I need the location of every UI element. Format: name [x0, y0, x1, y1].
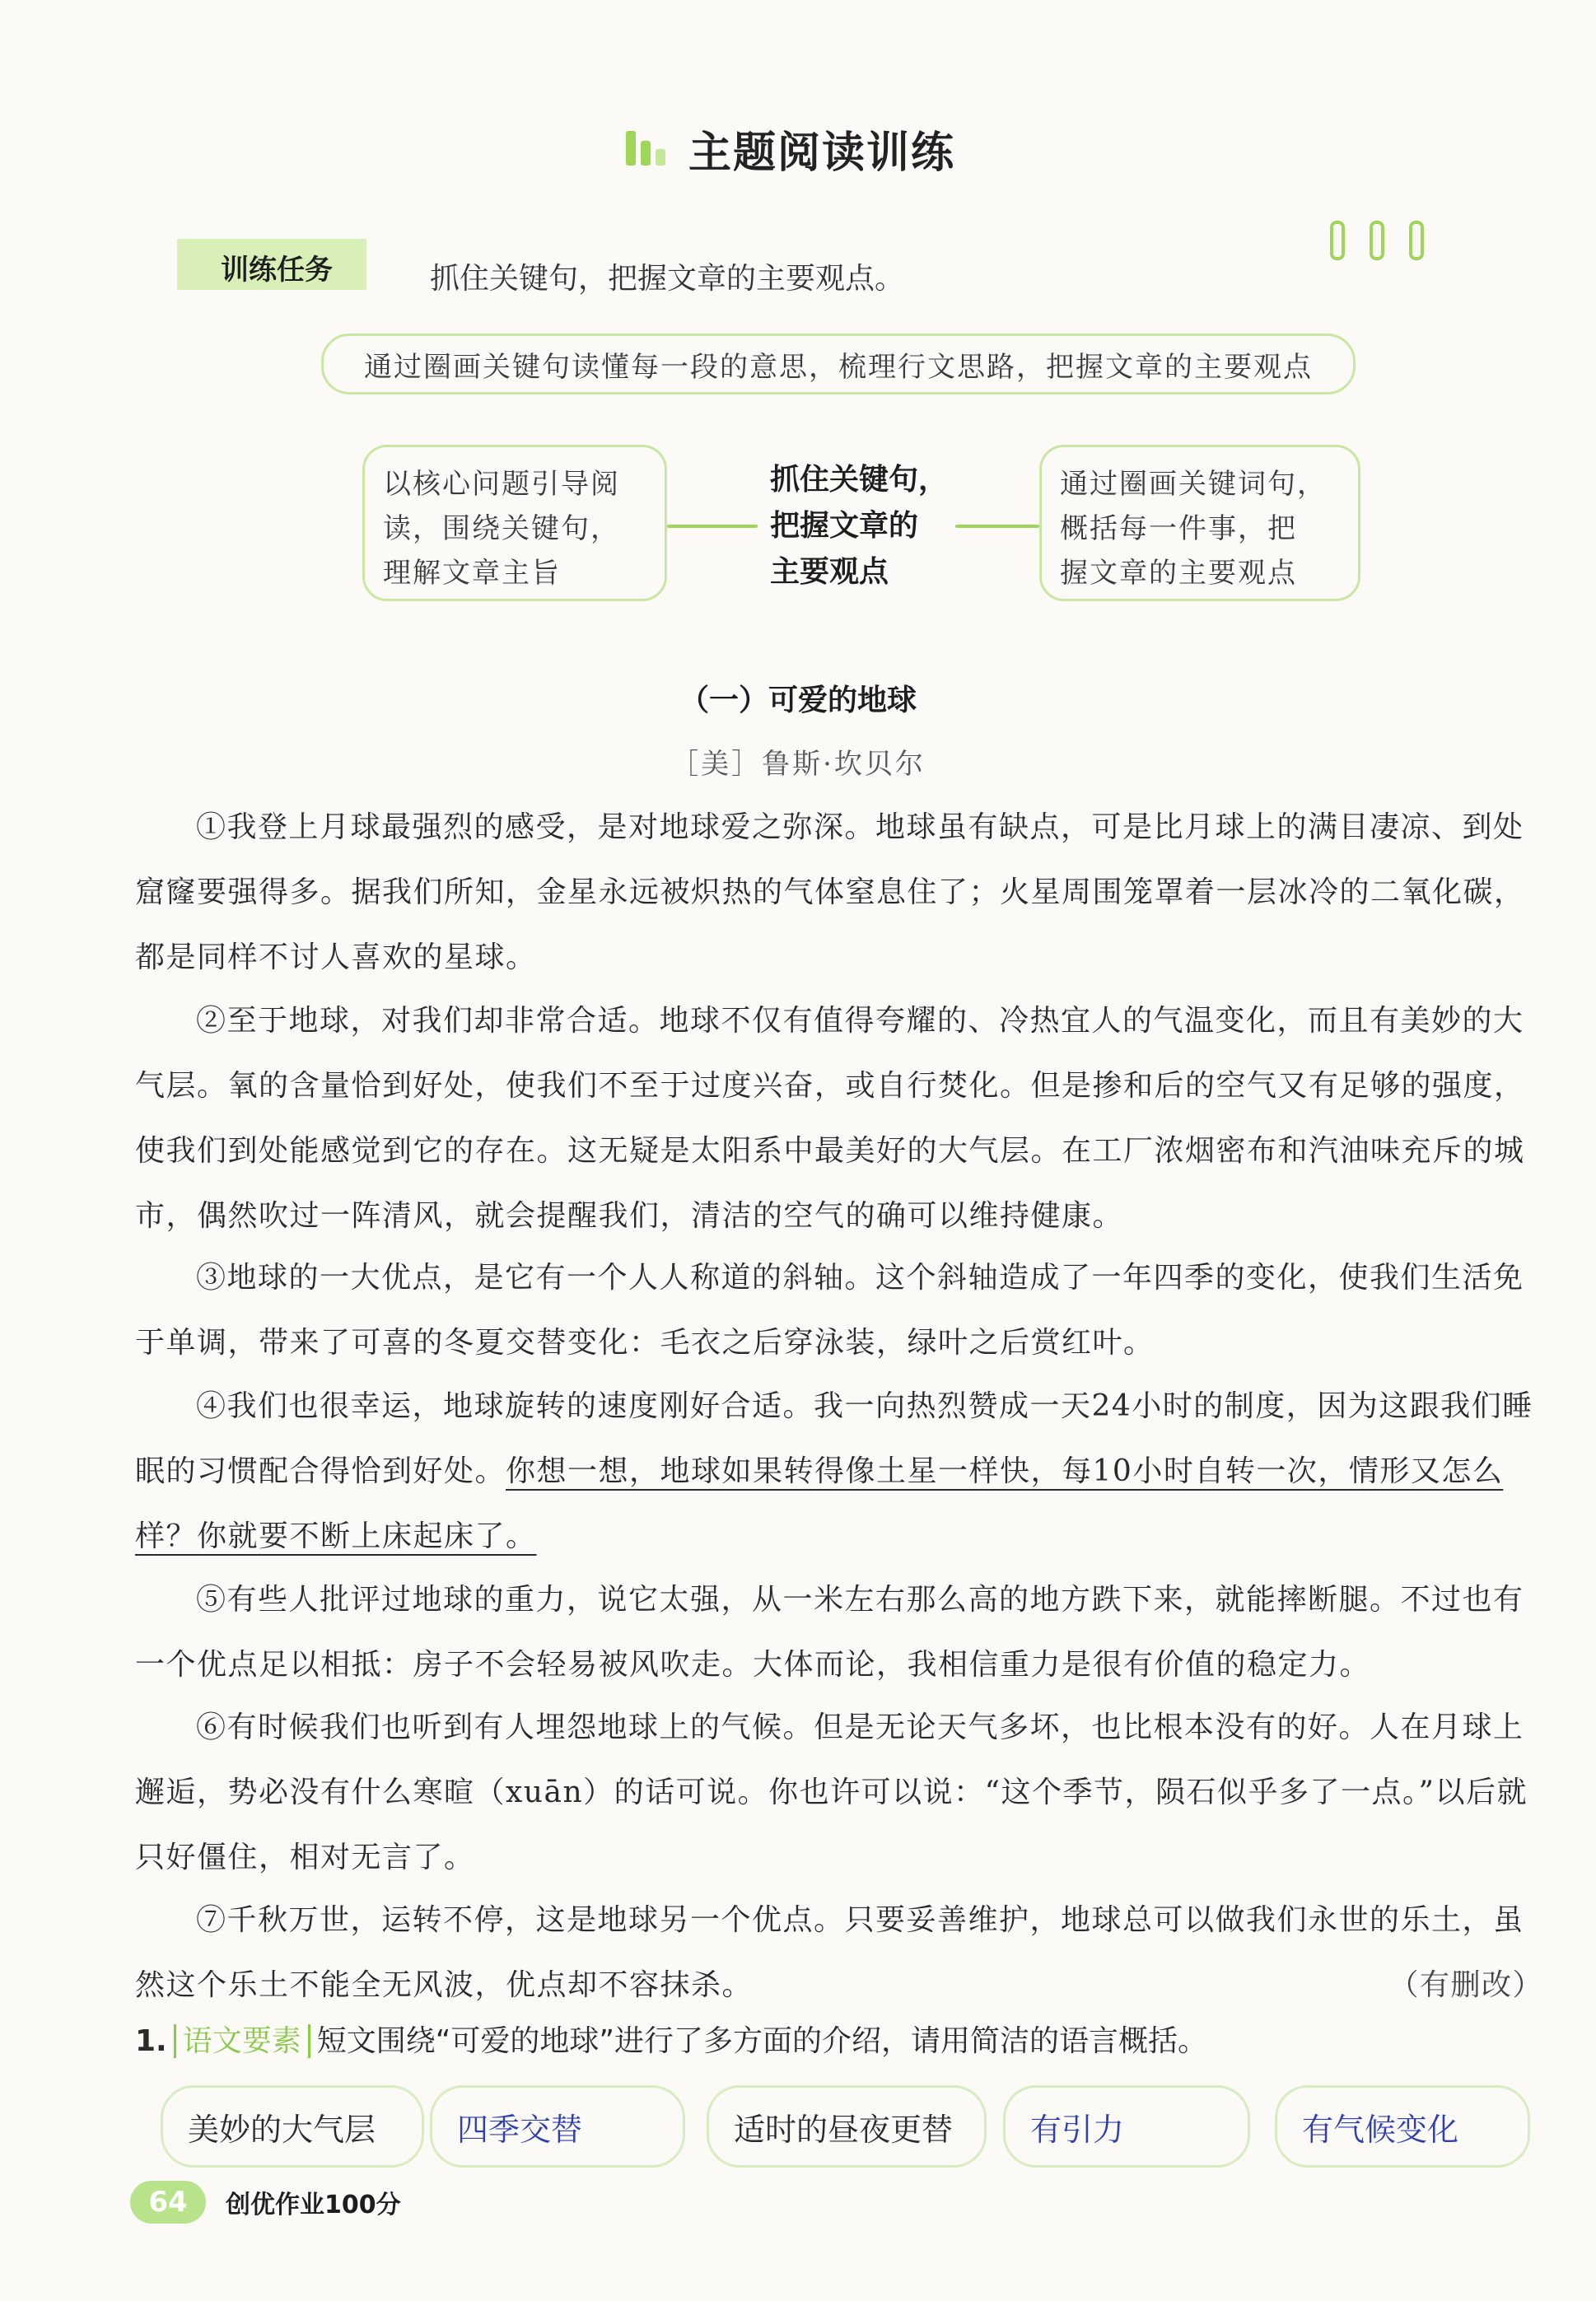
mindmap-center — [770, 457, 984, 595]
mindmap-left-line: 理解文章主旨 — [383, 557, 561, 590]
mindmap-right-line: 通过圈画关键词句， — [1060, 468, 1327, 501]
task-text: 抓住关键句，把握文章的主要观点。 — [430, 262, 905, 296]
paragraph-3: ③地球的一大优点，是它有一个人人称道的斜轴。这个斜轴造成了一年四季的变化，使我们生活免于单调，带来了可喜的冬夏交替变化：毛衣之后穿泳装，绿叶之后赏红叶。 — [135, 1261, 1524, 1360]
mindmap-right-line: 概括每一件事，把 — [1060, 512, 1297, 545]
mindmap-right-box — [1039, 445, 1360, 601]
task-label: 训练任务 — [221, 254, 333, 287]
answer-box-1[interactable]: 美妙的大气层 — [161, 2085, 424, 2168]
paragraph-2: ②至于地球，对我们却非常合适。地球不仅有值得夸耀的、冷热宜人的气温变化，而且有美妙的大气层。氧的含量恰到好处，使我们不至于过度兴奋，或自行焚化。但是掺和后的空气又有足够的强度，使我们到处能感觉到它的存在。这无疑是太阳系中最美好的大气层。在工厂浓烟密布和汽油味充斥的城市，偶然吹过一阵清风，就会提醒我们，清洁的空气的确可以维持健康。 — [135, 1004, 1525, 1233]
page-footer — [130, 2181, 401, 2224]
answer-box-3[interactable]: 适时的昼夜更替 — [707, 2085, 987, 2168]
mindmap-left-box — [362, 445, 667, 601]
answer-box-4[interactable]: 有引力 — [1003, 2085, 1250, 2168]
page-title: 主题阅读训练 — [688, 128, 956, 178]
question-1 — [135, 2018, 1207, 2060]
binder-rings-icon — [1330, 221, 1424, 260]
paragraph-7 — [135, 1888, 1543, 2018]
paragraph-5: ⑤有些人批评过地球的重力，说它太强，从一米左右那么高的地方跌下来，就能摔断腿。不过也有一个优点足以相抵：房子不会轻易被风吹走。大体而论，我相信重力是很有价值的稳定力。 — [135, 1583, 1524, 1682]
mindmap-center-line: 主要观点 — [770, 555, 889, 589]
paragraph-7-text: ⑦千秋万世，运转不停，这是地球另一个优点。只要妥善维护，地球总可以做我们永世的乐土，虽然这个乐土不能全无风波，优点却不容抹杀。 — [135, 1903, 1524, 2002]
paragraph-4-text: ④我们也很幸运，地球旋转的速度刚好合适。我一向热烈赞成一天24小时的制度，因为这跟我们睡眠的习惯配合得恰到好处。 — [135, 1389, 1533, 1488]
paragraph-4 — [135, 1374, 1543, 1569]
paragraph-4-underlined: 你想一想，地球如果转得像土星一样快，每10小时自转一次，情形又怎么样？你就要不断上床起床了。 — [135, 1454, 1504, 1553]
mindmap-center-line: 抓住关键句， — [770, 463, 949, 497]
question-tag: 语文要素 — [174, 2024, 310, 2058]
mindmap-left-line: 以核心问题引导阅 — [383, 468, 620, 501]
mindmap-center-line: 把握文章的 — [770, 509, 919, 543]
paragraph-1: ①我登上月球最强烈的感受，是对地球爱之弥深。地球虽有缺点，可是比月球上的满目凄凉、到处窟窿要强得多。据我们所知，金星永远被炽热的气体窒息住了；火星周围笼罩着一层冰冷的二氧化碳，都是同样不讨人喜欢的星球。 — [135, 810, 1525, 974]
revision-note: （有删改） — [1388, 1968, 1543, 2002]
mindmap-top-box: 通过圈画关键句读懂每一段的意思，梳理行文思路，把握文章的主要观点 — [321, 334, 1356, 394]
question-text: 短文围绕“可爱的地球”进行了多方面的介绍，请用简洁的语言概括。 — [316, 2024, 1208, 2058]
mindmap-right-line: 握文章的主要观点 — [1060, 557, 1297, 590]
article-title: （一）可爱的地球 — [679, 684, 917, 717]
article-author: ［美］鲁斯·坎贝尔 — [670, 748, 926, 781]
page-number: 64 — [130, 2181, 206, 2224]
brand-name: 创优作业100分 — [226, 2191, 401, 2219]
page-header — [626, 115, 955, 181]
question-number: 1. — [135, 2024, 167, 2058]
answer-box-5[interactable]: 有气候变化 — [1275, 2085, 1530, 2168]
answer-box-2[interactable]: 四季交替 — [430, 2085, 685, 2168]
mindmap-left-line: 读，围绕关键句， — [383, 512, 620, 545]
mindmap-connector-left — [667, 525, 758, 528]
paragraph-6: ⑥有时候我们也听到有人埋怨地球上的气候。但是无论天气多坏，也比根本没有的好。人在月球上邂逅，势必没有什么寒暄（xuān）的话可说。你也许可以说：“这个季节，陨石似乎多了一点。”以后就只好僵住，相对无言了。 — [135, 1711, 1528, 1874]
mindmap-connector-right — [955, 525, 1039, 528]
title-bars-icon — [626, 131, 665, 166]
